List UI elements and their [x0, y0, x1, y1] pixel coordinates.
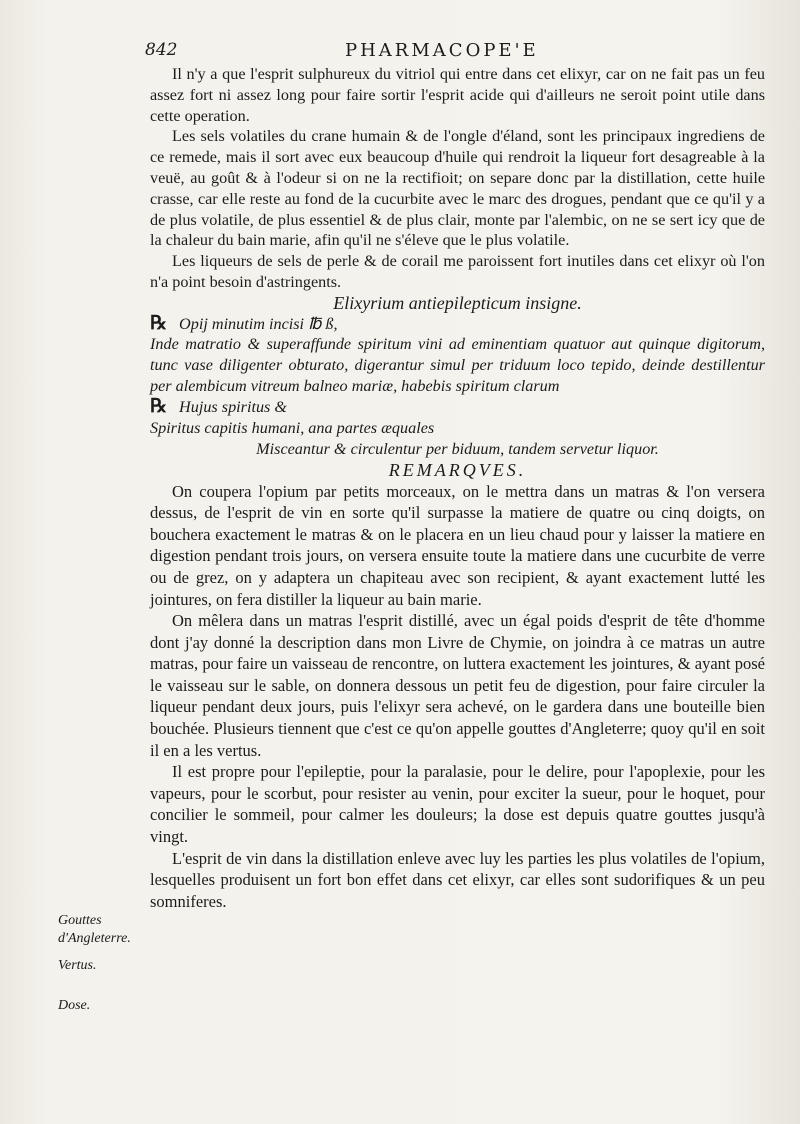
paragraph: L'esprit de vin dans la distillation enleve avec luy les parties les plus volatiles de l'opium, lesquelles produisent un fort bon effet dans cet elixyr, car elles sont sudorifiques & un peu somniferes.	[150, 848, 765, 911]
recipe-ingredient: Opij minutim incisi ℔ ß,	[179, 314, 338, 333]
page-number: 842	[145, 40, 178, 60]
section-heading: REMARQVES.	[388, 459, 527, 480]
recipe-line	[150, 397, 765, 418]
recipe-closing: Misceantur & circulentur per biduum, tandem servetur liquor.	[256, 439, 659, 458]
margin-note: Gouttes d'Angleterre.	[58, 913, 131, 946]
margin-note: Vertus.	[58, 958, 97, 973]
paragraph: Il n'y a que l'esprit sulphureux du vitriol qui entre dans cet elixyr, car on ne fait pas un feu assez fort ni assez long pour faire sortir l'esprit acide qui d'ailleurs ne seroit point utile dans cette operation.	[150, 65, 765, 125]
paragraph: Les liqueurs de sels de perle & de corail me paroissent fort inutiles dans cet elixyr où l'on n'a point besoin d'astringents.	[150, 252, 765, 291]
recipe-symbol: ℞	[150, 396, 168, 418]
page-body	[150, 64, 765, 912]
paragraph: On coupera l'opium par petits morceaux, on le mettra dans un matras & l'on versera dessus, de l'esprit de vin en sorte qu'il surpasse la matiere de quatre ou cinq doigts, on bouchera exactement le matras & on le placera en un lieu chaud pour y laisser la matiere en digestion pendant trois jours, on versera ensuite toute la matiere dans une cucurbite de verre ou de grez, on y adaptera un chapiteau avec son recipient, & ayant exactement lutté les jointures, on fera distiller la liqueur au bain marie.	[150, 481, 765, 609]
recipe-title: Elixyrium antiepilepticum insigne.	[333, 292, 582, 313]
recipe-ingredient: Hujus spiritus &	[179, 398, 287, 417]
page-header	[145, 40, 765, 64]
margin-note: Dose.	[58, 998, 91, 1013]
running-title: PHARMACOPE'E	[345, 40, 539, 61]
recipe-ingredient: Spiritus capitis humani, ana partes æquales	[150, 419, 435, 438]
paragraph: Il est propre pour l'epileptie, pour la paralasie, pour le delire, pour l'apoplexie, pour les vapeurs, pour le scorbut, pour resister au venin, pour exciter la sueur, pour le hoquet, pour concilier le sommeil, pour calmer les douleurs; la dose est depuis quatre gouttes jusqu'à vingt.	[150, 762, 765, 847]
paragraph: Les sels volatiles du crane humain & de l'ongle d'éland, sont les principaux ingrediens de ce remede, mais il sort avec eux beaucoup d'huile qui rendroit la liqueur fort desagreable à la veuë, au goût & à l'odeur si on ne la rectifioit; on separe donc par la distillation, cette huile crasse, car elle reste au fond de la cucurbite avec le marc des drogues, pendant que ce qu'il y a de plus volatile, de plus essentiel & de plus clair, monte par l'alembic, on ne se sert icy que de la chaleur du bain marie, afin qu'il ne s'éleve que le plus volatile.	[150, 127, 765, 250]
recipe-line	[150, 314, 765, 335]
remarques-text	[150, 481, 765, 913]
recipe-instruction: Inde matratio & superaffunde spiritum vini ad eminentiam quatuor aut quinque digitorum, tunc vase diligenter obturato, digerantur simul per triduum loco tepido, deinde destillentur per alembicum vitreum balneo mariæ, habebis spiritum clarum	[150, 335, 765, 396]
recipe-symbol: ℞	[150, 312, 168, 334]
paragraph: On mêlera dans un matras l'esprit distillé, avec un égal poids d'esprit de tête d'homme dont j'ay donné la description dans mon Livre de Chymie, on joindra à ce matras un autre matras, pour faire un vaisseau de rencontre, on luttera exactement les jointures, & ayant posé le vaisseau sur le sable, on donnera dessous un petit feu de digestion, pour faire circuler la liqueur pendant deux jours, puis l'elixyr sera achevé, on le gardera dans une bouteille bien bouchée. Plusieurs tiennent que c'est ce qu'on appelle gouttes d'Angleterre; quoy qu'il en soit il en a les vertus.	[150, 611, 765, 760]
